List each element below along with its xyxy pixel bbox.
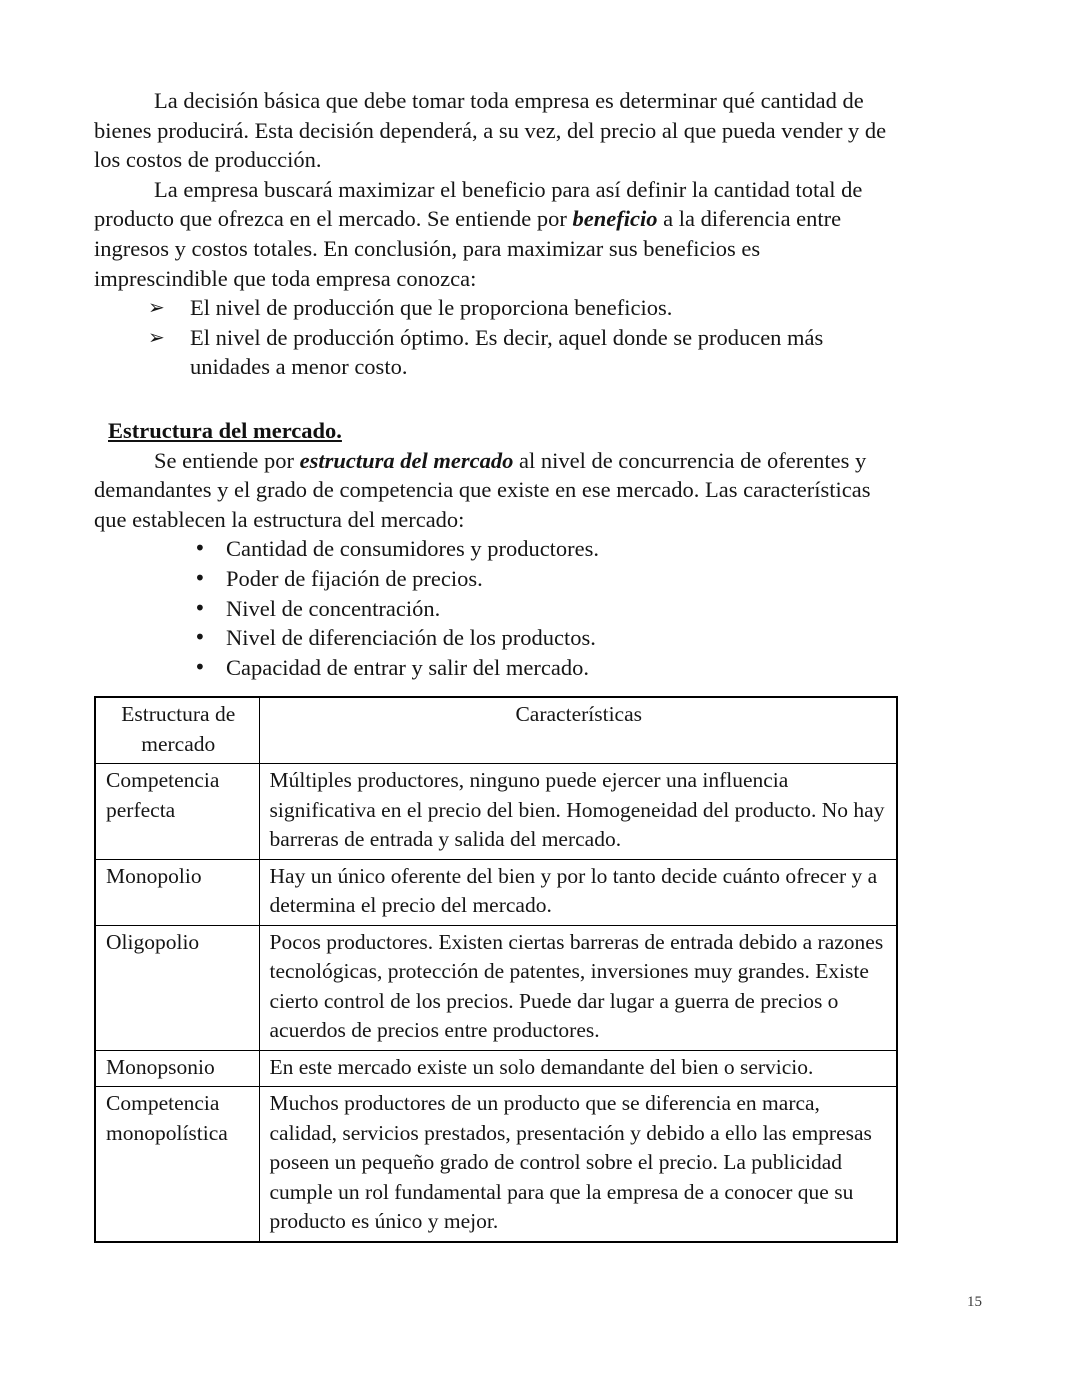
paragraph-1-text: La decisión básica que debe tomar toda empresa es determinar qué cantidad de bienes producirá. Esta decisión dependerá, a su vez, del precio al que pueda vender y de los costos de producción. <box>94 88 887 173</box>
arrow-bullet-list <box>94 293 896 382</box>
list-item <box>94 653 896 683</box>
dot-bullet-icon: • <box>194 625 206 650</box>
table-cell-description: Pocos productores. Existen ciertas barreras de entrada debido a razones tecnológicas, protección de patentes, inversiones muy grandes. Existe cierto control de los precios. Puede dar lugar a guerra de precios o acuerdos de precios entre productores. <box>259 925 897 1050</box>
paragraph-2-text-part-2: a la diferencia entre ingresos y costos totales. En conclusión, para maximizar sus beneficios es imprescindible que toda empresa conozca: <box>94 206 842 291</box>
list-item-label: El nivel de producción que le proporciona beneficios. <box>190 295 673 321</box>
dot-bullet-icon: • <box>194 565 206 590</box>
table-cell-description: Muchos productores de un producto que se diferencia en marca, calidad, servicios prestados, presentación y debido a ello las empresas poseen un pequeño grado de control sobre el precio. La publicidad cumple un rol fundamental para que la empresa de a conocer que su producto es único y mejor. <box>259 1087 897 1242</box>
section-heading: Estructura del mercado. <box>108 417 342 443</box>
paragraph-1 <box>94 86 896 175</box>
list-item-label: Nivel de concentración. <box>226 595 441 621</box>
list-item-label: Capacidad de entrar y salir del mercado. <box>226 654 589 680</box>
arrow-bullet-icon: ➢ <box>148 295 165 320</box>
list-item <box>94 534 896 564</box>
emphasis-beneficio: beneficio <box>572 206 658 232</box>
table-cell-term: Competencia monopolística <box>95 1087 259 1242</box>
table-row <box>95 859 897 925</box>
paragraph-3-text-part-1: Se entiende por <box>154 447 300 473</box>
table-row <box>95 764 897 860</box>
table-row <box>95 1087 897 1242</box>
list-item-label: El nivel de producción óptimo. Es decir, aquel donde se producen más unidades a menor costo. <box>190 324 824 380</box>
list-item-label: Cantidad de consumidores y productores. <box>226 536 600 562</box>
emphasis-estructura-del-mercado: estructura del mercado <box>299 447 514 473</box>
paragraph-3-text-part-2: al nivel de concurrencia de oferentes y demandantes y el grado de competencia que existe en ese mercado. Las características que establecen la estructura del mercado: <box>94 447 871 532</box>
list-item <box>94 623 896 653</box>
table-cell-term: Competencia perfecta <box>95 764 259 860</box>
list-item-label: Nivel de diferenciación de los productos. <box>226 625 596 651</box>
table-row <box>95 925 897 1050</box>
list-item <box>94 564 896 594</box>
paragraph-2 <box>94 175 896 293</box>
list-item <box>94 293 896 323</box>
table-cell-term: Monopolio <box>95 859 259 925</box>
table-header-cell-structure: Estructura de mercado <box>95 697 259 764</box>
table-cell-description: Múltiples productores, ninguno puede ejercer una influencia significativa en el precio del bien. Homogeneidad del producto. No hay barreras de entrada y salida del mercado. <box>259 764 897 860</box>
dot-bullet-list <box>94 534 896 682</box>
table-cell-description: Hay un único oferente del bien y por lo tanto decide cuánto ofrecer y a determina el precio del mercado. <box>259 859 897 925</box>
dot-bullet-icon: • <box>194 536 206 561</box>
table-row <box>95 1050 897 1087</box>
paragraph-2-text-part-1: La empresa buscará maximizar el beneficio para así definir la cantidad total de producto que ofrezca en el mercado. Se entiende por <box>94 176 863 232</box>
list-item <box>94 594 896 624</box>
page-number: 15 <box>967 1294 982 1310</box>
table-header-row <box>95 697 897 764</box>
table-cell-description: En este mercado existe un solo demandante del bien o servicio. <box>259 1050 897 1087</box>
table-cell-term: Oligopolio <box>95 925 259 1050</box>
page-content <box>94 86 896 1243</box>
table-header-cell-characteristics: Características <box>259 697 897 764</box>
list-item-label: Poder de fijación de precios. <box>226 565 483 591</box>
paragraph-3 <box>94 446 896 535</box>
arrow-bullet-icon: ➢ <box>148 324 165 349</box>
list-item <box>94 323 896 382</box>
spacer <box>94 382 896 416</box>
dot-bullet-icon: • <box>194 595 206 620</box>
market-structure-table <box>94 696 898 1243</box>
dot-bullet-icon: • <box>194 654 206 679</box>
table-cell-term: Monopsonio <box>95 1050 259 1087</box>
